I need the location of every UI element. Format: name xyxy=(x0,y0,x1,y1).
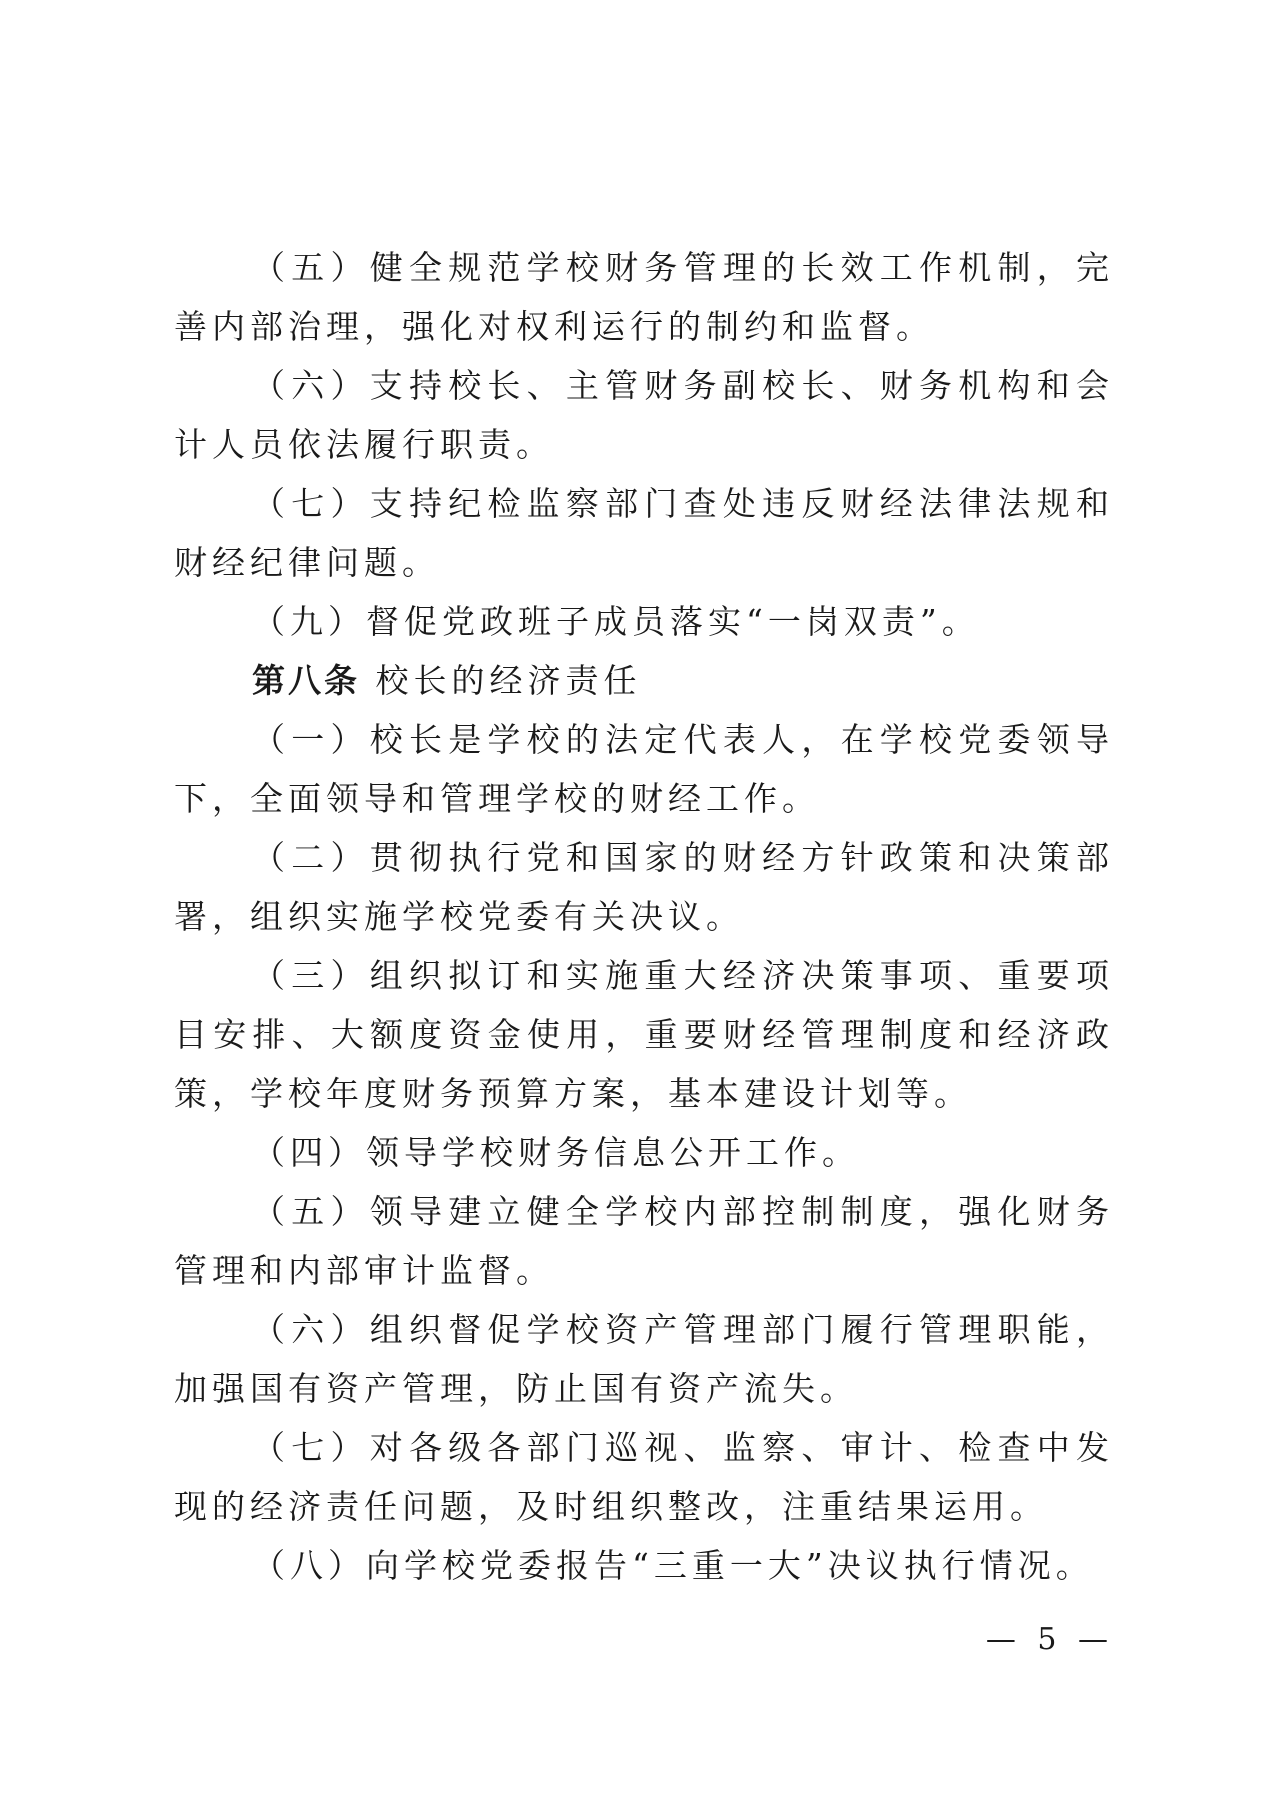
paragraph-7-7: （七）支持纪检监察部门查处违反财经法律法规和财经纪律问题。 xyxy=(174,484,1114,582)
paragraph-7-5: （五）健全规范学校财务管理的长效工作机制，完善内部治理，强化对权利运行的制约和监督。 xyxy=(174,248,1114,346)
paragraph-8-7: （七）对各级各部门巡视、监察、审计、检查中发现的经济责任问题，及时组织整改，注重结果运用。 xyxy=(174,1428,1114,1526)
article-number: 第八条 xyxy=(252,661,360,700)
paragraph-8-3: （三）组织拟订和实施重大经济决策事项、重要项目安排、大额度资金使用，重要财经管理制度和经济政策，学校年度财务预算方案，基本建设计划等。 xyxy=(174,956,1114,1113)
paragraph-8-2: （二）贯彻执行党和国家的财经方针政策和决策部署，组织实施学校党委有关决议。 xyxy=(174,838,1114,936)
article-spacer xyxy=(360,661,376,700)
paragraph-8-1: （一）校长是学校的法定代表人，在学校党委领导下，全面领导和管理学校的财经工作。 xyxy=(174,720,1114,818)
paragraph-8-5: （五）领导建立健全学校内部控制制度，强化财务管理和内部审计监督。 xyxy=(174,1192,1114,1290)
document-body xyxy=(174,238,1114,1595)
paragraph-8-4: （四）领导学校财务信息公开工作。 xyxy=(252,1133,860,1172)
paragraph-7-6: （六）支持校长、主管财务副校长、财务机构和会计人员依法履行职责。 xyxy=(174,366,1114,464)
article-heading xyxy=(174,651,1114,710)
article-subject: 校长的经济责任 xyxy=(375,661,642,700)
paragraph-7-9: （九）督促党政班子成员落实“一岗双责”。 xyxy=(252,602,980,641)
paragraph-8-6: （六）组织督促学校资产管理部门履行管理职能，加强国有资产管理，防止国有资产流失。 xyxy=(174,1310,1114,1408)
page-number: — 5 — xyxy=(985,1622,1114,1657)
paragraph-8-8: （八）向学校党委报告“三重一大”决议执行情况。 xyxy=(252,1546,1094,1585)
